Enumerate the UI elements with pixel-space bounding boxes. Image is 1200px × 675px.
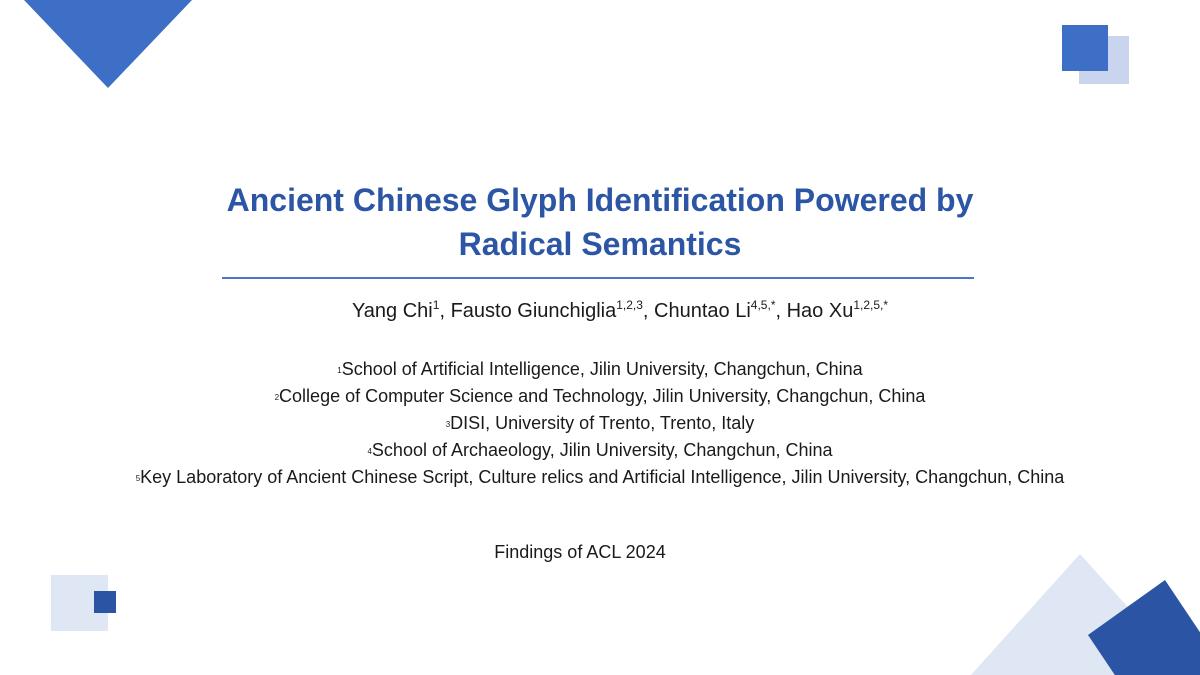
author-affiliation-marker: 1,2,3 — [616, 298, 643, 312]
affiliation-number: 5 — [135, 474, 141, 483]
affiliation-number: 2 — [274, 393, 280, 402]
affiliation-list — [60, 356, 1140, 491]
affiliation-item — [60, 410, 1140, 437]
title-divider — [222, 277, 974, 279]
affiliation-text: Key Laboratory of Ancient Chinese Script, Culture relics and Artificial Intelligence, Jilin University, Changchun, China — [140, 467, 1065, 487]
author-affiliation-marker: 4,5,* — [750, 298, 776, 312]
decorative-triangle-top-left — [24, 0, 192, 88]
author-name: Fausto Giunchiglia — [450, 300, 617, 322]
affiliation-item — [60, 356, 1140, 383]
author-affiliation-marker: 1 — [432, 298, 440, 312]
affiliation-text: School of Artificial Intelligence, Jilin University, Changchun, China — [341, 359, 863, 379]
author-name: Hao Xu — [786, 300, 854, 322]
venue-label: Findings of ACL 2024 — [494, 542, 666, 562]
title-line-2: Radical Semantics — [458, 226, 742, 262]
author-affiliation-marker: 1,2,5,* — [853, 298, 889, 312]
affiliation-number: 3 — [445, 420, 451, 429]
affiliation-item — [60, 383, 1140, 410]
author-name: Yang Chi — [351, 300, 433, 322]
author-name: Chuntao Li — [654, 300, 751, 322]
affiliation-item — [60, 464, 1140, 491]
affiliation-text: DISI, University of Trento, Trento, Italy — [450, 413, 755, 433]
title-line-1: Ancient Chinese Glyph Identification Powered by — [226, 182, 974, 218]
decorative-square-dark-top-right — [1062, 25, 1108, 71]
author-list: Yang Chi$^1$, Fausto Giunchiglia$^{1,2,3}$, Chuntao $Li^{4,5,*}$, Hao $Xu^{1,2,5,*}$ — [351, 298, 889, 322]
slide-title — [0, 178, 1200, 266]
affiliation-text: College of Computer Science and Technology, Jilin University, Changchun, China — [279, 386, 926, 406]
affiliation-number: 1 — [337, 366, 342, 375]
decorative-square-dark-bottom-left — [94, 591, 116, 613]
affiliation-item — [60, 437, 1140, 464]
decorative-diamonds-bottom-right — [960, 540, 1200, 675]
affiliation-text: School of Archaeology, Jilin University, Changchun, China — [371, 440, 833, 460]
affiliation-number: 4 — [367, 447, 372, 456]
